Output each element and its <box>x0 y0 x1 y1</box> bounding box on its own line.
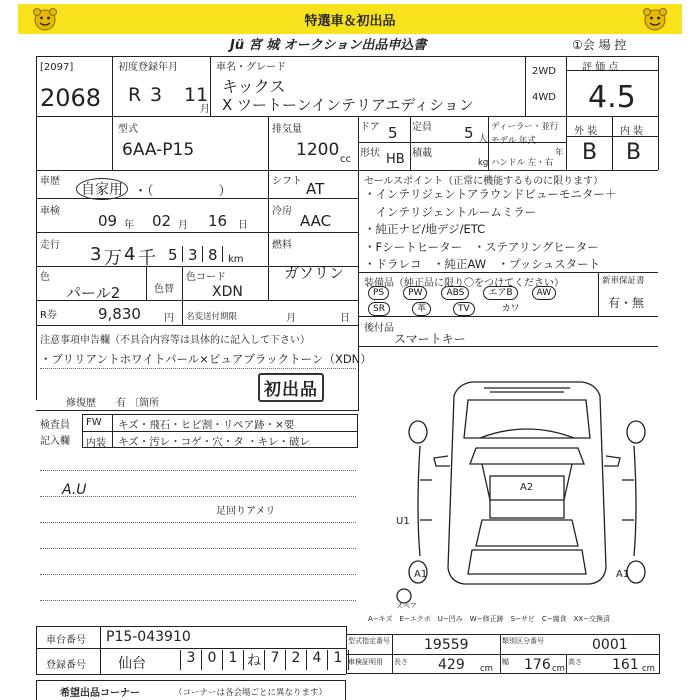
warranty-label: 新車保証書 <box>602 276 645 286</box>
recycle-label: R券 <box>40 310 57 321</box>
sales-point-item: ・インテリジェントアラウンドビューモニター＋ <box>364 187 617 201</box>
first-registration-label: 初度登録年月 <box>118 62 178 73</box>
rating-score: 4.5 <box>588 80 636 115</box>
aircon-value: AAC <box>300 212 332 230</box>
aftermarket-label: 後付品 <box>364 323 394 334</box>
displacement-value: 1200 <box>296 140 340 160</box>
usage-label: 車歴 <box>40 176 60 187</box>
inspection-month: 02 <box>152 212 172 230</box>
notes-item: ・ブリリアントホワイトパール×ピュアブラックトーン（XDN） <box>40 352 372 366</box>
width-unit: cm <box>552 664 565 674</box>
sales-point-item: ・ドラレコ ・純正AW ・プッシュスタート <box>364 257 601 271</box>
registration-label: 登録番号 <box>46 660 86 671</box>
diagram-label-a1-left: A1 <box>414 569 428 580</box>
displacement-unit: cc <box>340 154 351 165</box>
name-change-day: 日 <box>340 313 350 324</box>
category-label: 類別区分番号 <box>502 637 544 645</box>
inspection-day: 16 <box>208 212 228 230</box>
designation-value: 19559 <box>424 637 469 653</box>
displacement-label: 排気量 <box>272 124 302 135</box>
length-value: 429 <box>438 657 465 673</box>
category-value: 0001 <box>592 637 628 653</box>
certificate-label: 車検証明用 <box>348 658 383 666</box>
vehicle-name-label: 車名・グレード <box>216 62 286 73</box>
vehicle-grade: X ツートーンインテリアエディション <box>222 96 474 114</box>
diagram-label-spare: スペア <box>396 602 417 610</box>
length-label: 長さ <box>394 658 408 666</box>
interior-score: B <box>626 140 642 165</box>
color-value: パール2 <box>66 284 121 302</box>
shape-value: HB <box>386 152 405 167</box>
equipment-kawa: カワ <box>501 304 520 314</box>
sales-point-item: ・純正ナビ/地デジ/ETC <box>364 222 486 236</box>
sales-points-list <box>364 186 616 274</box>
color-change-label: 色替 <box>154 284 174 295</box>
equipment-tv: TV <box>453 302 475 316</box>
diagram-label-u1: U1 <box>396 516 410 527</box>
doors-value: 5 <box>388 124 398 142</box>
usage-rest: ・（ ） <box>134 184 232 199</box>
load-label: 積載 <box>412 148 432 159</box>
corner-label: 希望出品コーナー <box>60 688 140 699</box>
damage-legend: A−キズ E−エクボ U−凹み W−修正跡 S−サビ C−腐食 XX−交換済 <box>368 615 611 623</box>
length-unit: cm <box>480 664 493 674</box>
equipment-pw: PW <box>403 286 427 300</box>
shift-value: AT <box>306 180 325 198</box>
color-code-value: XDN <box>212 284 243 300</box>
color-label: 色 <box>40 272 50 283</box>
inspection-day-unit: 日 <box>238 220 248 231</box>
interior-label: 内 装 <box>620 126 644 137</box>
warranty-value: 有・無 <box>608 296 645 310</box>
sales-point-item: インテリジェントルームミラー <box>364 204 537 219</box>
handwritten-note-2: 足回りアメリ <box>216 506 276 517</box>
registration-digit: 0 <box>201 650 222 670</box>
mileage-digit: 5 <box>168 246 178 264</box>
notes-label: 注意事項申告欄（不具合内容等は具体的に記入して下さい） <box>40 335 310 346</box>
registration-digit: 2 <box>285 650 306 670</box>
model-value: 6AA-P15 <box>122 140 195 160</box>
sales-point-item: ・Fシートヒーター ・ステアリングヒーター <box>364 239 599 254</box>
inspector-fw-label: FW <box>86 417 102 428</box>
registration-digits <box>180 650 349 670</box>
model-label: 型式 <box>118 124 138 135</box>
lot-number: 2068 <box>40 84 102 112</box>
registration-digit: 4 <box>306 650 327 670</box>
diagram-label-a2: A2 <box>520 482 534 493</box>
rating-label: 評 価 点 <box>582 62 619 73</box>
name-change-month: 月 <box>286 313 296 324</box>
doors-label: ドア <box>360 122 380 133</box>
inspection-month-unit: 月 <box>178 220 188 231</box>
exterior-score: B <box>582 140 598 165</box>
height-unit: cm <box>642 664 655 674</box>
recycle-unit: 円 <box>164 313 174 324</box>
exterior-label: 外 装 <box>574 126 598 137</box>
equipment-label: 装備品（純正品に限り〇をつけてください） <box>364 278 564 289</box>
model-year-label: モデル 年式 <box>491 136 536 146</box>
inspector-interior-items: キズ・汚レ・コゲ・穴・タ ・キレ・破レ <box>118 436 311 448</box>
sales-points-label: セールスポイント（正常に機能するものに限ります） <box>364 176 604 187</box>
equipment-airbag: エアB <box>483 286 517 300</box>
registration-digit: ね <box>243 650 264 670</box>
capacity-value: 5 <box>464 124 474 142</box>
mascot-face-icon <box>642 7 668 31</box>
venue-label: ①会 場 控 <box>572 38 627 52</box>
registration-region: 仙台 <box>118 656 146 672</box>
equipment-aw: AW <box>532 286 557 300</box>
mileage-digit: 3 <box>188 246 198 264</box>
mileage-sen: 4 <box>124 244 136 265</box>
registration-digit: 1 <box>222 650 243 670</box>
registration-digit: 3 <box>180 650 201 670</box>
mileage-sen-unit: 千 <box>138 248 156 269</box>
diagram-label-a1-right: A1 <box>616 569 630 580</box>
equipment-abs: ABS <box>441 286 469 300</box>
repair-history-value: 有 〔箇所 <box>116 398 160 409</box>
banner <box>18 4 682 34</box>
lot-code: [2097] <box>40 62 74 73</box>
first-registration-era: R <box>128 84 142 106</box>
equipment-leather: 革 <box>412 302 431 316</box>
mileage-unit: km <box>228 254 244 265</box>
shift-label: シフト <box>272 176 302 187</box>
registration-digit: 7 <box>264 650 285 670</box>
drive-2wd: 2WD <box>532 66 556 77</box>
mileage-man: 3 <box>90 244 102 265</box>
handle-label: ハンドル 左・右 <box>491 158 554 168</box>
recycle-value: 9,830 <box>98 305 141 323</box>
chassis-label: 車台番号 <box>46 635 86 646</box>
fuel-label: 燃料 <box>272 240 292 251</box>
capacity-unit: 人 <box>478 134 488 145</box>
equipment-row-2 <box>368 302 598 316</box>
load-unit: kg <box>478 158 489 168</box>
drive-4wd: 4WD <box>532 92 556 103</box>
equipment-sr: SR <box>368 302 390 316</box>
inspector-label-1: 検査員 <box>40 420 70 431</box>
width-value: 176 <box>524 657 551 673</box>
aftermarket-value: スマートキー <box>394 332 466 346</box>
height-label: 高さ <box>568 658 582 666</box>
corner-note: （コーナーは各会場ごとに異なります） <box>174 688 328 698</box>
handwritten-note-1: A.U <box>62 482 87 498</box>
mileage-label: 走行 <box>40 240 60 251</box>
car-damage-diagram <box>380 360 670 610</box>
inspector-fw-items: キズ・飛石・ヒビ割・リペア跡・×要 <box>118 419 295 431</box>
first-listing-stamp: 初出品 <box>258 373 324 402</box>
model-year-unit: 年 <box>555 148 564 158</box>
aircon-label: 冷房 <box>272 206 292 217</box>
first-registration-year: 3 <box>150 84 163 106</box>
mileage-man-unit: 万 <box>104 248 122 269</box>
inspection-label: 車検 <box>40 206 60 217</box>
first-registration-month: 11 <box>184 84 209 106</box>
inspection-year: 09 <box>98 212 118 230</box>
banner-title: 特選車＆初出品 <box>304 14 396 29</box>
repair-history-label: 修復歴 <box>66 398 96 409</box>
dealer-label: ディーラー・並行 <box>491 122 559 132</box>
registration-digit: 1 <box>327 650 349 670</box>
chassis-number: P15-043910 <box>106 629 191 645</box>
capacity-label: 定員 <box>412 122 432 133</box>
inspector-interior-label: 内装 <box>86 438 106 449</box>
inspector-label-2: 記入欄 <box>40 436 70 447</box>
name-change-label: 名変送付期限 <box>186 312 238 322</box>
shape-label: 形状 <box>360 148 380 159</box>
vehicle-name: キックス <box>222 77 286 96</box>
designation-label: 型式指定番号 <box>348 637 390 645</box>
first-registration-month-unit: 月 <box>200 104 210 115</box>
mileage-digit: 8 <box>208 246 218 264</box>
equipment-row-1 <box>368 286 598 300</box>
fuel-value: ガソリン <box>284 264 345 282</box>
form-title: Jü 宮 城 オークション出品申込書 <box>230 38 427 53</box>
color-code-label: 色コード <box>186 272 226 283</box>
inspection-year-unit: 年 <box>124 220 134 231</box>
usage-value: 自家用 <box>76 178 128 200</box>
height-value: 161 <box>612 657 639 673</box>
width-label: 幅 <box>502 658 509 666</box>
equipment-ps: PS <box>368 286 389 300</box>
